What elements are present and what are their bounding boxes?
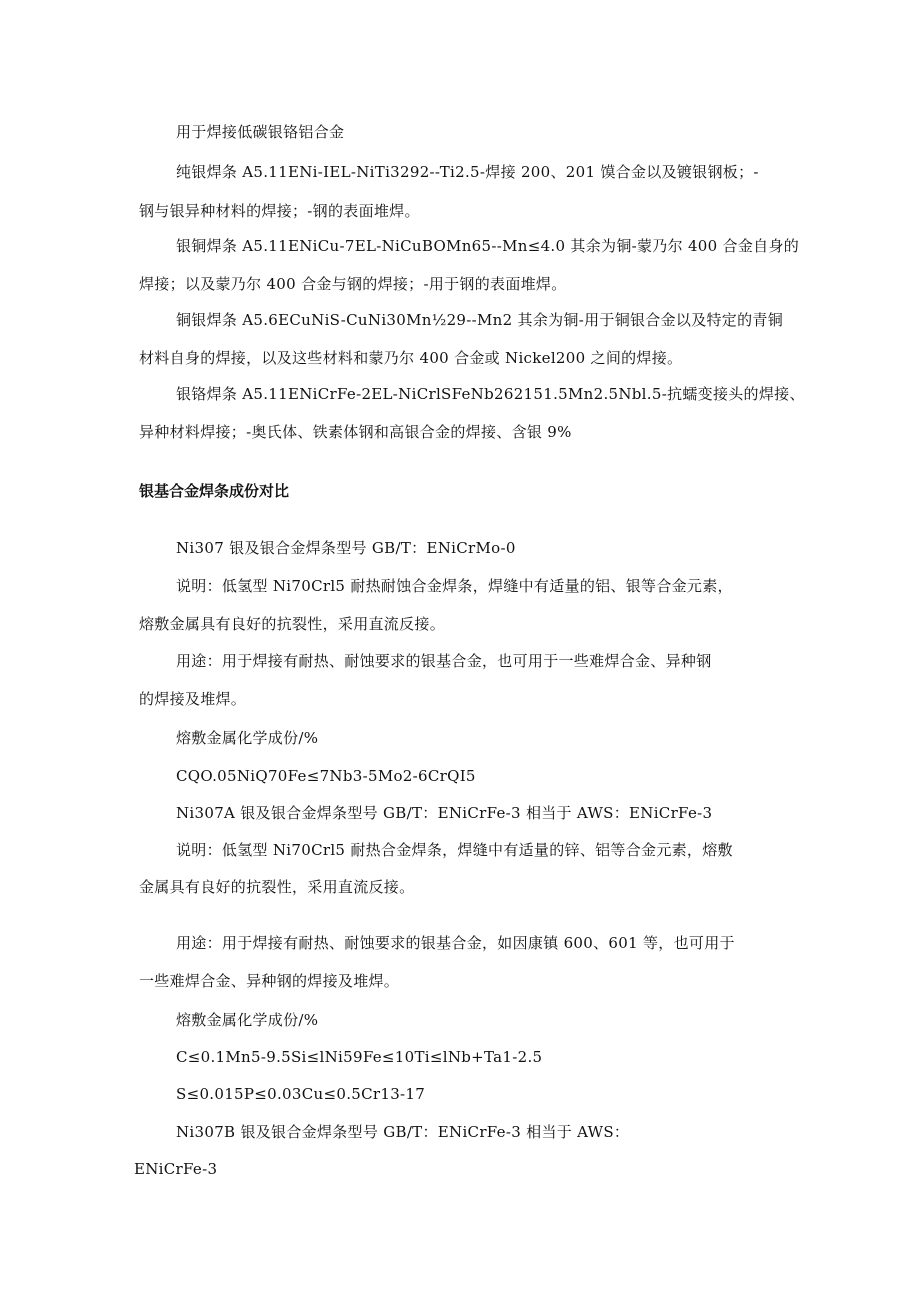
intro-line: 铜银焊条 A5.6ECuNiS-CuNi30Mn½29--Mn2 其余为铜-用于铜银合金以及特定的青铜 xyxy=(176,311,783,329)
section-line: 说明：低氢型 Ni70Crl5 耐热合金焊条，焊缝中有适量的锌、铝等合金元素，熔敷 xyxy=(176,841,733,859)
section-line: ENiCrFe-3 xyxy=(134,1160,218,1178)
section-line: Ni307A 银及银合金焊条型号 GB/T：ENiCrFe-3 相当于 AWS：ENiCrFe-3 xyxy=(176,804,713,822)
section-line: CQO.05NiQ70Fe≤7Nb3-5Mo2-6CrQI5 xyxy=(176,767,476,785)
section-line: 用途：用于焊接有耐热、耐蚀要求的银基合金，如因康镇 600、601 等，也可用于 xyxy=(176,934,735,952)
section-line: 用途：用于焊接有耐热、耐蚀要求的银基合金，也可用于一些难焊合金、异种钢 xyxy=(176,652,712,670)
section-line: 的焊接及堆焊。 xyxy=(139,690,247,708)
intro-line: 材料自身的焊接，以及这些材料和蒙乃尔 400 合金或 Nickel200 之间的焊接。 xyxy=(139,349,683,367)
intro-line: 纯银焊条 A5.11ENi-IEL-NiTi3292--Ti2.5-焊接 200、201 馍合金以及镀银钢板；- xyxy=(176,163,759,181)
section-line: 熔敷金属化学成份/% xyxy=(176,729,319,747)
intro-line: 钢与银异种材料的焊接；-钢的表面堆焊。 xyxy=(139,202,420,220)
section-line: Ni307 银及银合金焊条型号 GB/T：ENiCrMo-0 xyxy=(176,539,516,557)
section-line: 一些难焊合金、异种钢的焊接及堆焊。 xyxy=(139,972,400,990)
section-line: Ni307B 银及银合金焊条型号 GB/T：ENiCrFe-3 相当于 AWS： xyxy=(176,1123,630,1141)
intro-line: 焊接；以及蒙乃尔 400 合金与钢的焊接；-用于钢的表面堆焊。 xyxy=(139,275,567,293)
intro-line: 异种材料焊接；-奥氏体、铁素体钢和高银合金的焊接、含银 9% xyxy=(139,423,572,441)
section-line: C≤0.1Mn5-9.5Si≤lNi59Fe≤10Ti≤lNb+Ta1-2.5 xyxy=(176,1048,543,1066)
section-line: 熔敷金属化学成份/% xyxy=(176,1011,319,1029)
section-line: 熔敷金属具有良好的抗裂性，采用直流反接。 xyxy=(139,615,446,633)
section-heading: 银基合金焊条成份对比 xyxy=(139,482,290,500)
section-line: 说明：低氢型 Ni70Crl5 耐热耐蚀合金焊条，焊缝中有适量的铝、银等合金元素， xyxy=(176,577,733,595)
section-line: 金属具有良好的抗裂性，采用直流反接。 xyxy=(139,878,415,896)
intro-line: 用于焊接低碳银铬铝合金 xyxy=(176,123,345,141)
intro-line: 银铜焊条 A5.11ENiCu-7EL-NiCuBOMn65--Mn≤4.0 其余为铜-蒙乃尔 400 合金自身的 xyxy=(176,237,800,255)
section-line: S≤0.015P≤0.03Cu≤0.5Cr13-17 xyxy=(176,1085,426,1103)
intro-line: 银铬焊条 A5.11ENiCrFe-2EL-NiCrlSFeNb262151.5Mn2.5Nbl.5-抗蠕变接头的焊接、 xyxy=(176,385,805,403)
